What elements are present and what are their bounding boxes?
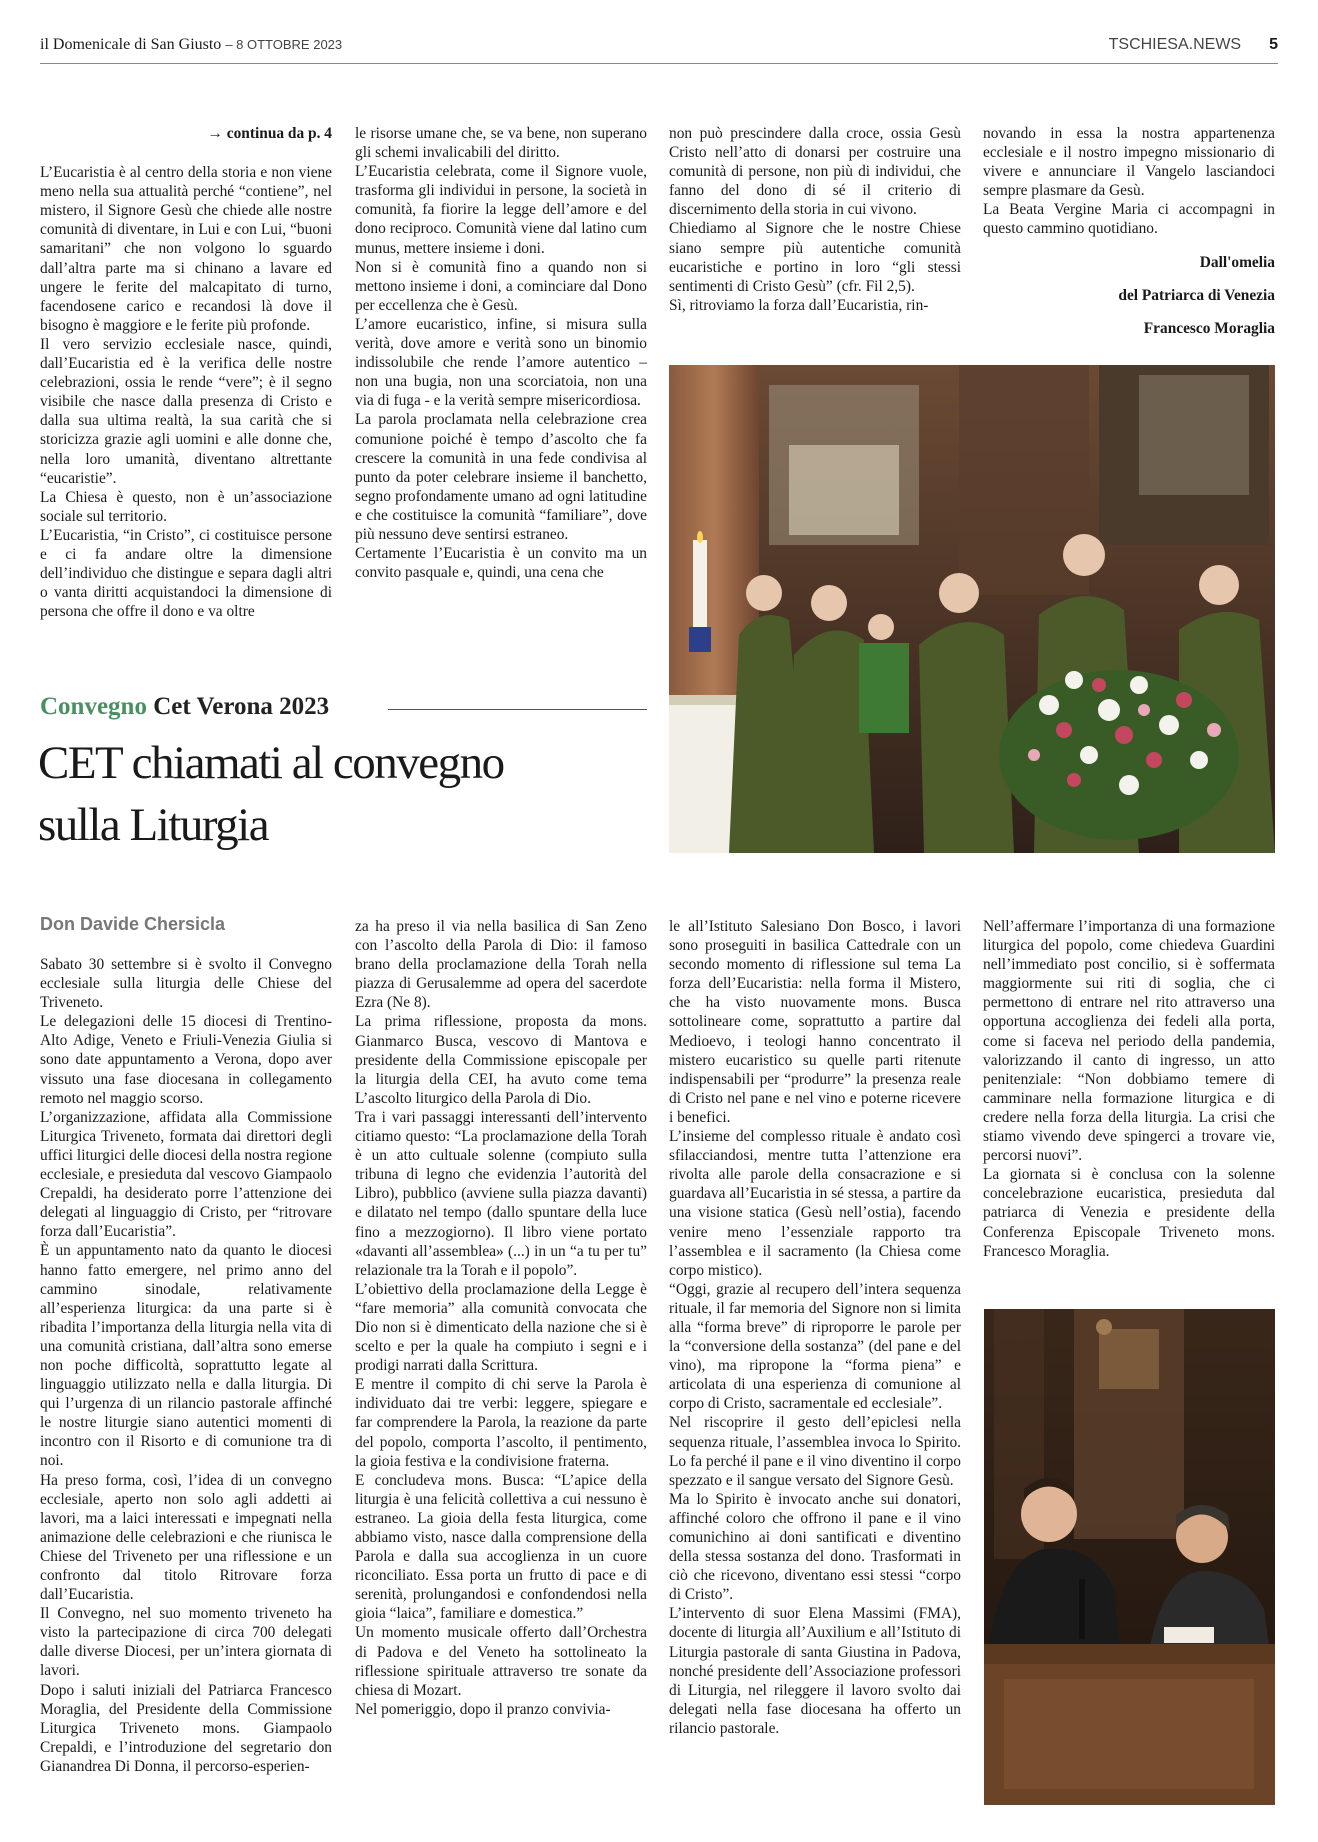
continued-from-link[interactable]: → continua da p. 4 [207,125,332,142]
paragraph: Nel riscoprire il gesto dell’epiclesi nella sequenza rituale, l’assemblea invoca lo Spirito. Lo fa perché il pane e il vino diventino il corpo spezzato e il sangue versato del Signore Gesù. [669,1414,961,1489]
paragraph: Un momento musicale offerto dall’Orchestra di Padova e del Veneto ha sottolineato la riflessione spirituale attraverso tre sonate da chiesa di Mozart. [355,1624,647,1699]
paragraph: È un appuntamento nato da quanto le diocesi hanno fatto emergere, nel primo anno del cammino sinodale, relativamente all’esperienza liturgica: da una parte si è ribadita l’importanza della liturgia nella vita di una comunità cristiana, dall’altra sono emerse non poche difficoltà, soprattutto legate al linguaggio utilizzato nella e dalla liturgia. Di qui l’urgenza di un rilancio pastorale affinché le nostre liturgie siano autentici momenti di incontro con il Risorto e di comunione tra di noi. [40,1242,332,1470]
paragraph: L’intervento di suor Elena Massimi (FMA), docente di liturgia all’Auxilium e all’Istituto di Liturgia pastorale di santa Giustina in Padova, nonché presidente dell’Associazione professori di Liturgia, nel rileggere il lavoro svolto dai delegati nella fase diocesana ha offerto un rilancio pastorale. [669,1605,961,1737]
paragraph: La giornata si è conclusa con la solenne concelebrazione eucaristica, presieduta dal patriarca di Venezia e presidente della Conferenza Episcopale Triveneto mons. Francesco Moraglia. [983,1166,1275,1260]
paragraph: Le delegazioni delle 15 diocesi di Trentino-Alto Adige, Veneto e Friuli-Venezia Giulia si sono date appuntamento a Verona, dopo aver vissuto una fase diocesana in collegamento remoto nel maggio scorso. [40,1013,332,1107]
publication-name: il Domenicale di San Giusto [40,36,222,53]
site-link[interactable]: TSCHIESA.NEWS [1108,36,1242,53]
homily-column-4 [983,124,1275,338]
procession-photo [669,365,1275,853]
article-column-4 [983,917,1275,1261]
issue-date: – 8 OTTOBRE 2023 [225,37,343,52]
paragraph: Nel pomeriggio, dopo il pranzo convivia- [355,1700,611,1718]
paragraph: Dopo i saluti iniziali del Patriarca Francesco Moraglia, del Presidente della Commissione Liturgica Triveneto mons. Giampaolo Crepaldi, e l’introduzione del segretario don Gianandrea Di Donna, il percorso-esperien- [40,1681,332,1775]
paragraph: L’Eucaristia, “in Cristo”, ci costituisce persone e ci fa andare oltre la dimensione dell’individuo che distingue e separa dagli altri o vanta diritti acquistandoci la dimensione di persona che offre il dono e va oltre [40,526,332,621]
paragraph: Sì, ritroviamo la forza dall’Eucaristia, rin- [669,296,929,314]
article-column-3 [669,917,961,1738]
homily-column-1 [40,124,332,621]
paragraph: La prima riflessione, proposta da mons. Gianmarco Busca, vescovo di Mantova e presidente della Commissione episcopale per la liturgia della CEI, ha avuto come tema L’ascolto liturgico della Parola di Dio. [355,1013,647,1107]
kicker-event: Cet Verona 2023 [153,693,330,720]
paragraph: La Beata Vergine Maria ci accompagni in questo cammino quotidiano. [983,201,1275,238]
paragraph: L’organizzazione, affidata alla Commissione Liturgica Triveneto, formata dai direttori degli uffici liturgici delle diocesi della nostra regione ecclesiale, e presieduta dal vescovo Giampaolo Crepaldi, ha desiderato porre l’attenzione dei delegati al linguaggio di Cristo, per “ritrovare forza dall’Eucaristia”. [40,1108,332,1241]
paragraph: E mentre il compito di chi serve la Parola è individuato dai tre verbi: leggere, spiegare e far comprendere la Parola, la reazione da parte del popolo, comporta l’ascolto, il pentimento, la gioia festiva e la condivisione fraterna. [355,1376,647,1470]
paragraph: La Chiesa è questo, non è un’associazione sociale sul territorio. [40,488,332,525]
speakers-illustration [984,1309,1275,1805]
paragraph: Non si è comunità fino a quando non si mettono insieme i doni, a cominciare dal Dono per eccellenza che è Gesù. [355,258,647,314]
homily-column-3 [669,124,961,315]
paragraph: Tra i vari passaggi interessanti dell’intervento citiamo questo: “La proclamazione della Torah è un atto cultuale solenne (compiuto sulla tribuna di legno che evidenzia l’autorità del Libro), pubblico (avviene sulla piazza davanti) e dilatato nel tempo (dallo spuntare della luce fino a mezzogiorno). Il libro viene portato «davanti all’assemblea» (...) in un “a tu per tu” relazionale tra la Torah e il popolo”. [355,1108,647,1279]
homily-column-2 [355,124,647,582]
kicker-divider [388,709,647,710]
paragraph: L’amore eucaristico, infine, si misura sulla verità, dove amore e verità sono un binomio indissolubile che rende l’amore autentico – non una bugia, non una scorciatoia, non una via di fuga - e la verità sempre misericordiosa. [355,315,647,410]
paragraph: L’Eucaristia è al centro della storia e non viene meno nella sua attualità perché “contiene”, nel mistero, il Signore Gesù che chiede alle nostre comunità di diventare, in Lui e con Lui, “buoni samaritani” che non volgono lo sguardo dall’altra parte ma si chinano a lavare ed ungere le ferite del malcapitato di turno, facendosene carico e recandosi là dove il bisogno è maggiore e le ferite più profonde. [40,164,332,334]
paragraph: Il Convegno, nel suo momento triveneto ha visto la partecipazione di circa 700 delegati dalle diverse Diocesi, per un’intera giornata di lavori. [40,1605,332,1680]
publication-header [40,36,342,54]
header-divider [40,63,1278,64]
headline-line: sulla Liturgia [38,799,269,851]
article-column-2 [355,917,647,1719]
article-author: Don Davide Chersicla [40,914,226,934]
paragraph: E concludeva mons. Busca: “L’apice della liturgia è una felicità collettiva a cui nessuno è estraneo. La gioia della festa liturgica, come abbiamo visto, nasce dalla comprensione della Parola e dalla sua accoglienza in un cuore riconciliato. Essa porta un frutto di pace e di serenità, prolungandosi e confondendosi nella gioia “laica”, familiare e domestica.” [355,1471,647,1623]
paragraph: La parola proclamata nella celebrazione crea comunione poiché è tempo d’ascolto che fa crescere la comunità in una fede condivisa al punto da poter celebrare insieme il banchetto, segno profondamente umano ad ogni latitudine e che costituisce la comunità “familiare”, dove più nessuno deve sentirsi estraneo. [355,411,647,543]
paragraph: Sabato 30 settembre si è svolto il Convegno ecclesiale sulla liturgia delle Chiese del Triveneto. [40,956,332,1012]
paragraph: Ma lo Spirito è invocato anche sui donatori, affinché coloro che offrono il pane e il vino comunichino ai doni santificati e diventino della stessa sostanza del dono. Trasformati in ciò che ricevono, diventano essi stessi “corpo di Cristo”. [669,1490,961,1604]
paragraph: Nell’affermare l’importanza di una formazione liturgica del popolo, come chiedeva Guardini nell’immediato post concilio, si è soffermata maggiormente sui riti di soglia, che ci permettono di entrare nel rito attraverso una opportuna accoglienza dei fedeli alla porta, come si faceva nel periodo della pandemia, valorizzando il canto di ingresso, un atto penitenziale: “Non dobbiamo temere di camminare nella formazione liturgica e di credere nella forza della liturgia. La crisi che stiamo vivendo deve spingerci a trovare vie, percorsi nuovi”. [983,918,1275,1165]
paragraph: le risorse umane che, se va bene, non superano gli schemi invalicabili del diritto. [355,125,647,162]
paragraph: L’insieme del complesso rituale è andato così sfilacciandosi, mentre tutta l’attenzione era rivolta alle parole della consacrazione e si guardava all’Eucaristia in sé stessa, a partire da una visione statica (Gesù nell’ostia), facendo venire meno l’essenziale rapporto tra l’assemblea e il sacramento (la Chiesa come corpo mistico). [669,1128,961,1279]
article-column-1 [40,955,332,1776]
signature-line: Dall'omelia [1199,253,1275,271]
header-right [1109,36,1278,54]
paragraph: L’obiettivo della proclamazione della Legge è “fare memoria” alla comunità convocata che Dio non si è dimenticato della nazione che si è scelto e per la quale ha compiuto i segni e i prodigi narrati dalla Scrittura. [355,1280,647,1375]
headline-line: CET chiamati al convegno [38,737,504,789]
section-kicker [40,693,329,721]
paragraph: Ha preso forma, così, l’idea di un convegno ecclesiale, aperto non solo agli addetti ai lavori, ma a laici interessati e impegnati nella animazione delle celebrazioni e che riunisca le Chiese del Triveneto per una riflessione e un confronto dal titolo Ritrovare forza dall’Eucaristia. [40,1471,332,1604]
page-number: 5 [1269,36,1278,53]
signature-line: Francesco Moraglia [1143,319,1275,337]
paragraph: Il vero servizio ecclesiale nasce, quindi, dall’Eucaristia ed è la verifica delle nostre celebrazioni, ossia le rende “vere”; è il segno visibile che nasce dalla presenza di Cristo e dalla sua ultima realtà, la sua carità che si storicizza grazie agli uomini e alle donne che, nella loro umanità, diventano altrettante “eucaristie”. [40,335,332,487]
article-headline [38,732,658,856]
paragraph: Certamente l’Eucaristia è un convito ma un convito pasquale e, quindi, una cena che [355,545,647,582]
paragraph: Chiediamo al Signore che le nostre Chiese siano sempre più autentiche comunità eucaristiche e portino in loro “gli stessi sentimenti di Cristo Gesù” (cfr. Fil 2,5). [669,220,961,295]
paragraph: “Oggi, grazie al recupero dell’intera sequenza rituale, il far memoria del Signore non si limita alla “forma breve” di riproporre le parole per la “conversione della sostanza” (del pane e del vino), ma ripropone la “forma piena” e articolata di una esperienza di comunione al corpo di Cristo, sacramentale ed ecclesiale”. [669,1280,961,1413]
paragraph: non può prescindere dalla croce, ossia Gesù Cristo nell’atto di donarsi per costruire una comunità di persone, non più di individui, che fanno del dono di sé il criterio di discernimento della storia in cui vivono. [669,125,961,219]
paragraph: za ha preso il via nella basilica di San Zeno con l’ascolto della Parola di Dio: il famoso brano della proclamazione della Torah nella piazza di Gerusalemme ad opera del sacerdote Ezra (Ne 8). [355,918,647,1012]
paragraph: novando in essa la nostra appartenenza ecclesiale e il nostro impegno missionario di vivere e annunciare il Vangelo lasciandoci sempre plasmare da Gesù. [983,125,1275,200]
signature-line: del Patriarca di Venezia [1118,286,1275,304]
paragraph: L’Eucaristia celebrata, come il Signore vuole, trasforma gli individui in persone, la società in comunità, fa fiorire la legge dell’amore e del dono reciproco. Comunità viene dal latino cum munus, mettere insieme i doni. [355,163,647,257]
kicker-category: Convegno [40,693,147,720]
procession-illustration [669,365,1275,853]
speakers-photo [984,1309,1275,1805]
paragraph: le all’Istituto Salesiano Don Bosco, i lavori sono proseguiti in basilica Cattedrale con un secondo momento di riflessione sul tema La forza dell’Eucaristia: nella forma il Mistero, che ha visto nuovamente mons. Busca sottolineare come, soprattutto a partire dal Medioevo, i teologi hanno concentrato il mistero eucaristico su quelle parti ritenute indispensabili per “produrre” la presenza reale di Cristo nel pane e nel vino e poterne ricevere i benefici. [669,918,961,1126]
